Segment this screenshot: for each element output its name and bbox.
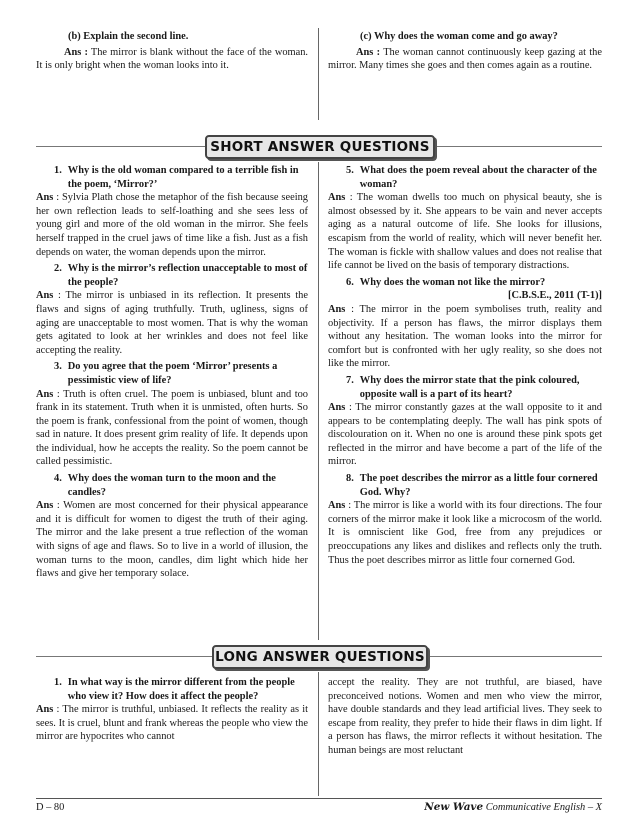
answer-b: [36, 46, 308, 73]
question-number: 3.: [54, 361, 62, 373]
question-text: What does the poem reveal about the character of the woman?: [359, 165, 597, 190]
short-answer-6: [328, 303, 602, 371]
short-answer-5: [328, 191, 602, 273]
question-number: 6.: [346, 276, 354, 288]
short-question-8: [328, 472, 602, 499]
long-answer-1: [36, 703, 308, 744]
long-answer-1-continued: accept the reality. They are not truthful, are biased, have preconceived notions. Women and men who view the mirror, have double standards and they lead artificial lives. They seek to escape from reality, they prefer to hide their flaws in dim light. If a person has flaws, the mirror reflects it without hesitation. The human beings are most reluctant: [328, 677, 602, 756]
question-text: Why does the mirror state that the pink coloured, opposite wall is a part of its heart?: [359, 374, 580, 400]
question-text: Why does the woman turn to the moon and the candles?: [67, 473, 276, 498]
top-right-column: [328, 30, 602, 73]
ans-colon: :: [53, 290, 61, 302]
ans-label: Ans :: [356, 46, 381, 58]
page-footer: [36, 798, 602, 815]
question-text: Why is the old woman compared to a terrible fish in the poem, ‘Mirror?’: [67, 165, 299, 190]
top-left-column: [36, 30, 308, 73]
ans-label: Ans: [36, 704, 54, 716]
answer-text: Truth is often cruel. The poem is unbiased, blunt and too frank in its statement. Truth when it is unmisted, often hurts. So the poem is frank, confessional from the point of women, though sad in nature. It does present grim reality of life. It depends upon the individual, how he accepts the reality. So the poem cannot be called pessimistic.: [36, 388, 308, 468]
long-left-column: [36, 676, 308, 744]
cbse-citation: [C.B.S.E., 2011 (T-1)]: [507, 290, 602, 302]
ans-label: Ans: [328, 192, 346, 204]
ans-colon: :: [345, 303, 354, 315]
short-question-2: [36, 262, 308, 289]
question-text: Why is the mirror’s reflection unacceptable to most of the people?: [67, 263, 308, 288]
long-answer-title: LONG ANSWER QUESTIONS: [212, 645, 428, 669]
answer-text: The woman dwells too much on physical beauty, she is almost obsessed by it. She appears to be vain and never accepts aging as a natural outcome of life. She looks for illusions, escapism from the world of reality, which will never benefit her. The woman is fickle with shallow values and does not realise that life cannot be lived on the basis of temporary distractions.: [328, 192, 602, 272]
question-number: 8.: [346, 473, 354, 485]
short-answer-2: [36, 289, 308, 357]
ans-label: Ans: [328, 500, 346, 512]
ans-label: Ans: [36, 500, 54, 512]
question-c: (c) Why does the woman come and go away?: [360, 31, 558, 42]
question-text: In what way is the mirror different from the people who view it? How does it affect the people?: [67, 677, 295, 702]
question-number: 5.: [346, 165, 354, 176]
long-answer-banner: [0, 644, 638, 670]
short-question-3: [36, 360, 308, 387]
ans-colon: :: [345, 402, 352, 414]
ans-colon: :: [345, 500, 352, 512]
page-number: D – 80: [36, 802, 65, 813]
short-answer-8: [328, 499, 602, 567]
ans-label: Ans: [328, 303, 346, 315]
short-right-column: [328, 164, 602, 567]
ans-colon: :: [53, 704, 60, 716]
short-column-divider: [318, 162, 319, 640]
short-question-5: [328, 164, 602, 191]
ans-label: Ans: [328, 402, 346, 414]
short-answer-4: [36, 499, 308, 581]
question-b: (b) Explain the second line.: [68, 31, 189, 42]
short-answer-3: [36, 388, 308, 470]
ans-label: Ans: [36, 388, 54, 400]
answer-text: The mirror constantly gazes at the wall opposite to it and appears to be contemplating deeply. The wall has pink spots of discolouration on it. When no one is around these pink spots get reflected in the mirror and have become a part of the life of the mirror.: [328, 402, 602, 468]
short-answer-banner: [0, 134, 638, 160]
question-text: Do you agree that the poem ‘Mirror’ presents a pessimistic view of life?: [67, 361, 278, 386]
short-left-column: [36, 164, 308, 581]
ans-colon: :: [53, 192, 60, 204]
short-answer-title: SHORT ANSWER QUESTIONS: [205, 135, 435, 159]
question-number: 1.: [54, 165, 62, 176]
answer-text: The mirror is unbiased in its reflection. It presents the flaws and signs of aging truthfully. Truth, ugliness, signs of aging are unacceptable to most women. That is why the woman gets agitated to look at her wrinkles and does not feel like accepting the reality.: [36, 290, 308, 356]
answer-text: The mirror in the poem symbolises truth, reality and objectivity. If a person has flaws, the mirror displays them without any hesitation. The woman looks into the mirror for comfort but is confronted with her ugly reality, so she does not like the mirror.: [328, 303, 602, 370]
short-question-1: [36, 164, 308, 191]
brand-name: New Wave: [424, 801, 484, 813]
ans-label: Ans: [36, 290, 54, 302]
short-answer-7: [328, 401, 602, 469]
question-number: 7.: [346, 374, 354, 386]
ans-colon: :: [53, 500, 60, 512]
book-subtitle: Communicative English – X: [483, 802, 602, 813]
ans-colon: :: [345, 192, 353, 204]
answer-text: The mirror is like a world with its four directions. The four corners of the mirror make it look like a microcosm of the world. It is omniscient like God, free from any prejudices or preoccupations any likes and dislikes and reflects only the truth. Thus the poet describes mirror as little four cornerned God.: [328, 500, 602, 566]
question-text: Why does the woman not like the mirror?: [359, 276, 546, 288]
short-question-7: [328, 374, 602, 401]
answer-text: Women are most concerned for their physical appearance and it is difficult for women to digest the truth of their aging. The mirror and the lake present a true reflection of the woman with signs of age and flaws. So to live in a world of illusion, the woman turns to the moon, candles, dim light which hide her flaws and give her temporary solace.: [36, 500, 308, 580]
short-question-4: [36, 472, 308, 499]
question-text: The poet describes the mirror as a little four cornered God. Why?: [359, 473, 598, 498]
long-question-1: [36, 676, 308, 703]
ans-label: Ans :: [64, 46, 88, 58]
answer-b-text: The mirror is blank without the face of the woman. It is only bright when the woman looks into it.: [36, 46, 308, 72]
answer-text: Sylvia Plath chose the metaphor of the fish because seeing her own reflection leads to self-loathing and she sees less of young girl and more of the old woman in the mirror. She feels herself trapped in the cruel jaws of time like a fish. Just as a fish depends on water, the woman depends upon the mirror.: [36, 192, 308, 258]
answer-text: The mirror is truthful, unbiased. It reflects the reality as it sees. It is cruel, blunt and frank whereas the people who view the mirror are hypocrites who cannot: [36, 704, 308, 743]
answer-c-text: The woman cannot continuously keep gazing at the mirror. Many times she goes and then comes again as a routine.: [328, 46, 602, 72]
question-number: 1.: [54, 677, 62, 688]
long-column-divider: [318, 672, 319, 796]
long-right-column: [328, 676, 602, 758]
question-number: 4.: [54, 473, 62, 485]
ans-colon: :: [53, 388, 60, 400]
book-title: [424, 801, 602, 815]
top-column-divider: [318, 28, 319, 120]
answer-c: [328, 46, 602, 73]
ans-label: Ans: [36, 192, 54, 204]
short-question-6: [328, 276, 602, 290]
question-number: 2.: [54, 263, 62, 275]
short-answer-1: [36, 191, 308, 259]
